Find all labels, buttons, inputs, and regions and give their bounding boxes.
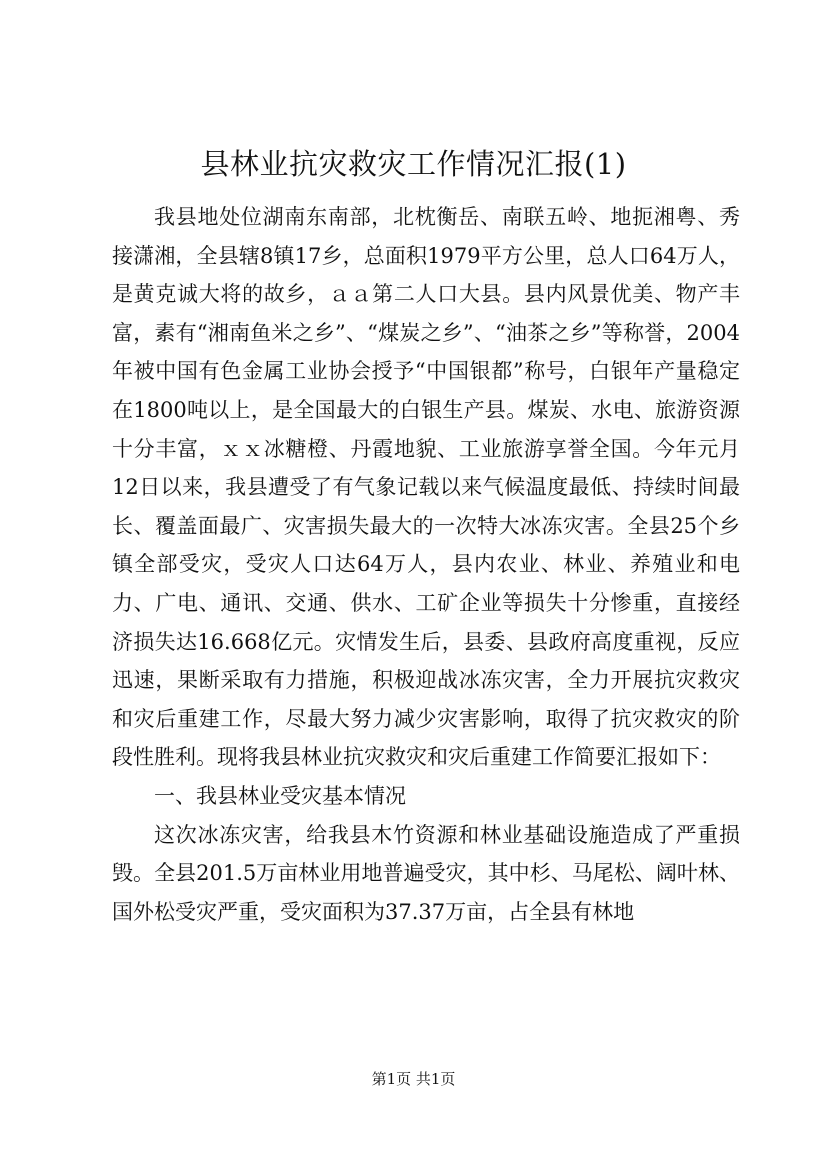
section-heading: 一、我县林业受灾基本情况 (154, 783, 406, 808)
document-title: 县林业抗灾救灾工作情况汇报(1) (200, 147, 627, 181)
page-footer: 第1页 共1页 (371, 1070, 456, 1088)
paragraph-damage: 这次冰冻灾害，给我县木竹资源和林业基础设施造成了严重损毁。全县201.5万亩林业用地普遍受灾，其中杉、马尾松、阔叶林、国外松受灾严重，受灾面积为37.37万亩，占全县有林地 (112, 822, 740, 924)
paragraph-intro: 我县地处位湖南东南部，北枕衡岳、南联五岭、地扼湘粤、秀接潇湘，全县辖8镇17乡，总面积1979平方公里，总人口64万人，是黄克诚大将的故乡，ａａ第二人口大县。县内风景优美、物产丰富，素有“湘南鱼米之乡”、“煤炭之乡”、“油茶之乡”等称誉，2004年被中国有色金属工业协会授予“中国银都”称号，白银年产量稳定在1800吨以上，是全国最大的白银生产县。煤炭、水电、旅游资源十分丰富，ｘｘ冰糖橙、丹霞地貌、工业旅游享誉全国。今年元月12日以来，我县遭受了有气象记载以来气候温度最低、持续时间最长、覆盖面最广、灾害损失最大的一次特大冰冻灾害。全县25个乡镇全部受灾，受灾人口达64万人，县内农业、林业、养殖业和电力、广电、通讯、交通、供水、工矿企业等损失十分惨重，直接经济损失达16.668亿元。灾情发生后，县委、县政府高度重视，反应迅速，果断采取有力措施，积极迎战冰冻灾害，全力开展抗灾救灾和灾后重建工作，尽最大努力减少灾害影响，取得了抗灾救灾的阶段性胜利。现将我县林业抗灾救灾和灾后重建工作简要汇报如下： (112, 205, 740, 770)
document-body (112, 198, 740, 931)
